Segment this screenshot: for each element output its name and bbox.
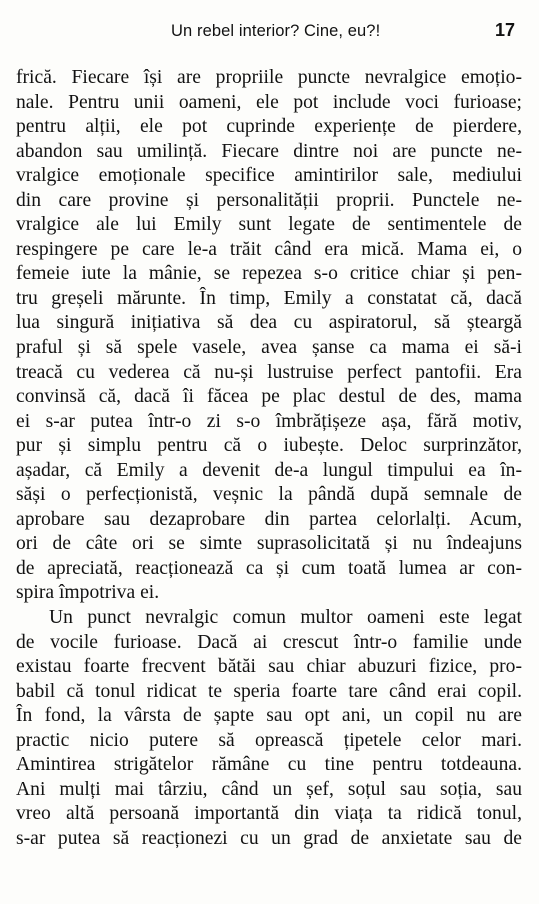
paragraph bbox=[16, 606, 522, 851]
text-line: babil că tonul ridicat te speria foarte tare când erai copil. bbox=[16, 680, 522, 702]
paragraph bbox=[16, 66, 522, 606]
text-line: pentru alții, ele pot cuprinde experiențe de pierdere, bbox=[16, 116, 522, 138]
text-line: lua singură inițiativa să dea cu aspiratorul, să șteargă bbox=[16, 312, 522, 334]
text-line: Amintirea strigătelor rămâne cu tine pentru totdeauna. bbox=[16, 754, 522, 776]
text-line: frică. Fiecare își are propriile puncte nevralgice emoțio- bbox=[16, 67, 522, 88]
text-line: vralgice ale lui Emily sunt legate de sentimentele de bbox=[16, 214, 522, 236]
text-line: tru greșeli mărunte. În timp, Emily a constatat că, dacă bbox=[16, 287, 522, 309]
text-line: femeie iute la mânie, se repezea s-o critice chiar și pen- bbox=[16, 263, 522, 285]
text-line: nale. Pentru unii oameni, ele pot include voci furioase; bbox=[16, 91, 522, 113]
text-line: din care provine și personalității proprii. Punctele ne- bbox=[16, 189, 522, 211]
text-line: de vocile furioase. Dacă ai crescut într-o familie unde bbox=[16, 631, 522, 653]
text-line: existau foarte frecvent bătăi sau chiar abuzuri fizice, pro- bbox=[16, 656, 522, 678]
text-line: spira împotriva ei. bbox=[16, 582, 160, 604]
text-line: abandon sau umilință. Fiecare dintre noi are puncte ne- bbox=[16, 140, 522, 162]
text-line: praful și să spele vasele, avea șanse ca mama ei să-i bbox=[16, 337, 522, 359]
text-line: Un punct nevralgic comun multor oameni este legat bbox=[49, 607, 522, 629]
text-line: așadar, că Emily a devenit de-a lungul timpului ea în- bbox=[16, 459, 522, 481]
text-line: de apreciată, reacționează ca și cum toată lumea ar con- bbox=[16, 557, 522, 579]
body-text bbox=[16, 66, 522, 852]
text-line: pur și simplu pentru că o iubește. Deloc surprinzător, bbox=[16, 435, 522, 457]
text-line: respingere pe care le-a trăit când era mică. Mama ei, o bbox=[16, 238, 522, 260]
text-line: treacă cu vederea că nu-și lustruise perfect pantofii. Era bbox=[16, 361, 522, 383]
text-line: vralgice emoționale specifice amintirilor sale, mediului bbox=[16, 165, 522, 187]
text-line: aprobare sau dezaprobare din partea celorlalți. Acum, bbox=[16, 508, 522, 530]
page-number: 17 bbox=[494, 20, 515, 40]
page-header bbox=[0, 18, 539, 46]
text-line: săși o perfecționistă, veșnic la pândă după semnale de bbox=[16, 484, 522, 506]
running-head: Un rebel interior? Cine, eu?! bbox=[171, 22, 381, 40]
text-line: ei s-ar putea într-o zi s-o îmbrățișeze așa, fără motiv, bbox=[16, 410, 522, 432]
text-line: Ani mulți mai târziu, când un șef, soțul sau soția, sau bbox=[16, 778, 522, 800]
text-line: vreo altă persoană importantă din viața ta ridică tonul, bbox=[16, 803, 522, 825]
text-line: În fond, la vârsta de șapte sau opt ani, un copil nu are bbox=[16, 705, 522, 727]
text-line: s-ar putea să reacționezi cu un grad de anxietate sau de bbox=[16, 827, 522, 849]
text-line: convinsă că, dacă îi făcea pe plac destul de des, mama bbox=[16, 386, 522, 408]
text-line: practic nicio putere să oprească țipetele celor mari. bbox=[16, 729, 522, 751]
text-line: ori de câte ori se simte suprasolicitată și nu îndeajuns bbox=[16, 533, 522, 555]
